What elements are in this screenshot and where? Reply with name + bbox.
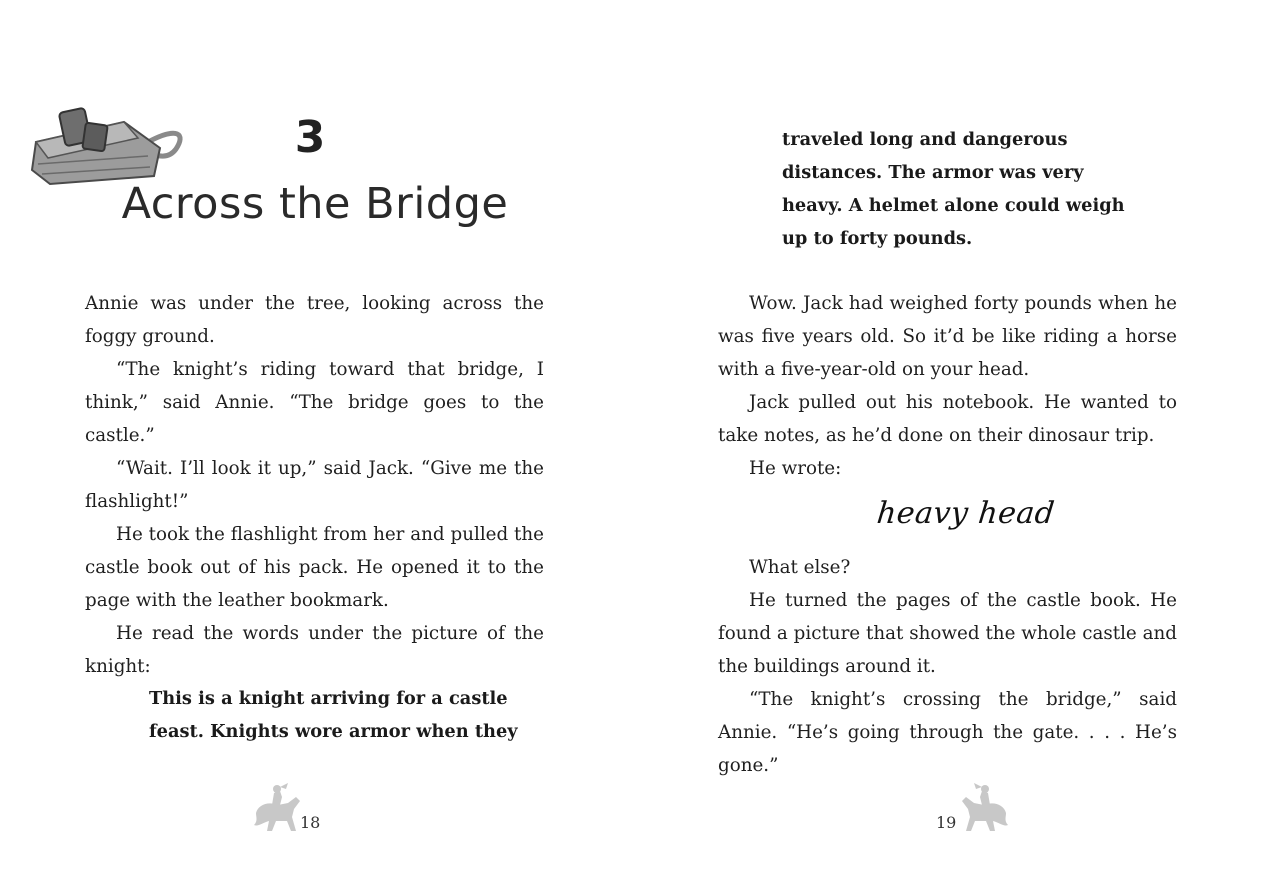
caption-line: up to forty pounds.	[782, 228, 973, 249]
page-footer	[936, 783, 1016, 837]
paragraph: “The knight’s riding toward that bridge, I think,” said Annie. “The bridge goes to the castle.”	[85, 359, 544, 446]
page-number: 18	[300, 813, 321, 832]
paragraph: “Wait. I’ll look it up,” said Jack. “Give me the flashlight!”	[85, 458, 544, 512]
paragraph: He turned the pages of the castle book. He found a picture that showed the whole castle and the buildings around it.	[718, 590, 1177, 677]
caption-line: traveled long and dangerous	[782, 129, 1068, 150]
handwritten-note: heavy head	[875, 496, 1057, 531]
paragraph: “The knight’s crossing the bridge,” said Annie. “He’s going through the gate. . . . He’s gone.”	[718, 689, 1177, 776]
paragraph: He read the words under the picture of the knight:	[85, 623, 544, 677]
paragraph: Wow. Jack had weighed forty pounds when he was five years old. So it’d be like riding a horse with a five-year-old on your head.	[718, 293, 1177, 380]
right-body-text	[718, 287, 1177, 782]
left-body-text	[85, 287, 544, 683]
left-page	[0, 0, 631, 874]
caption-line: feast. Knights wore armor when they	[149, 721, 518, 742]
paragraph: He took the flashlight from her and pulled the castle book out of his pack. He opened it to the page with the leather bookmark.	[85, 524, 544, 611]
caption-line: This is a knight arriving for a castle	[149, 688, 508, 709]
paragraph: Jack pulled out his notebook. He wanted to take notes, as he’d done on their dinosaur trip.	[718, 392, 1177, 446]
knight-on-horse-icon	[250, 783, 304, 837]
chapter-number: 3	[294, 112, 326, 163]
leather-pouch-icon	[28, 104, 183, 188]
caption-line: distances. The armor was very	[782, 162, 1084, 183]
right-page	[631, 0, 1263, 874]
paragraph: What else?	[749, 557, 851, 578]
chapter-title: Across the Bridge	[121, 179, 509, 229]
page-footer	[250, 783, 330, 837]
knight-on-horse-icon	[958, 783, 1012, 837]
book-caption-continued	[782, 123, 1127, 255]
paragraph: He wrote:	[749, 458, 842, 479]
caption-line: heavy. A helmet alone could weigh	[782, 195, 1125, 216]
paragraph: Annie was under the tree, looking across the foggy ground.	[85, 293, 544, 347]
book-caption	[149, 682, 519, 748]
page-number: 19	[936, 813, 957, 832]
